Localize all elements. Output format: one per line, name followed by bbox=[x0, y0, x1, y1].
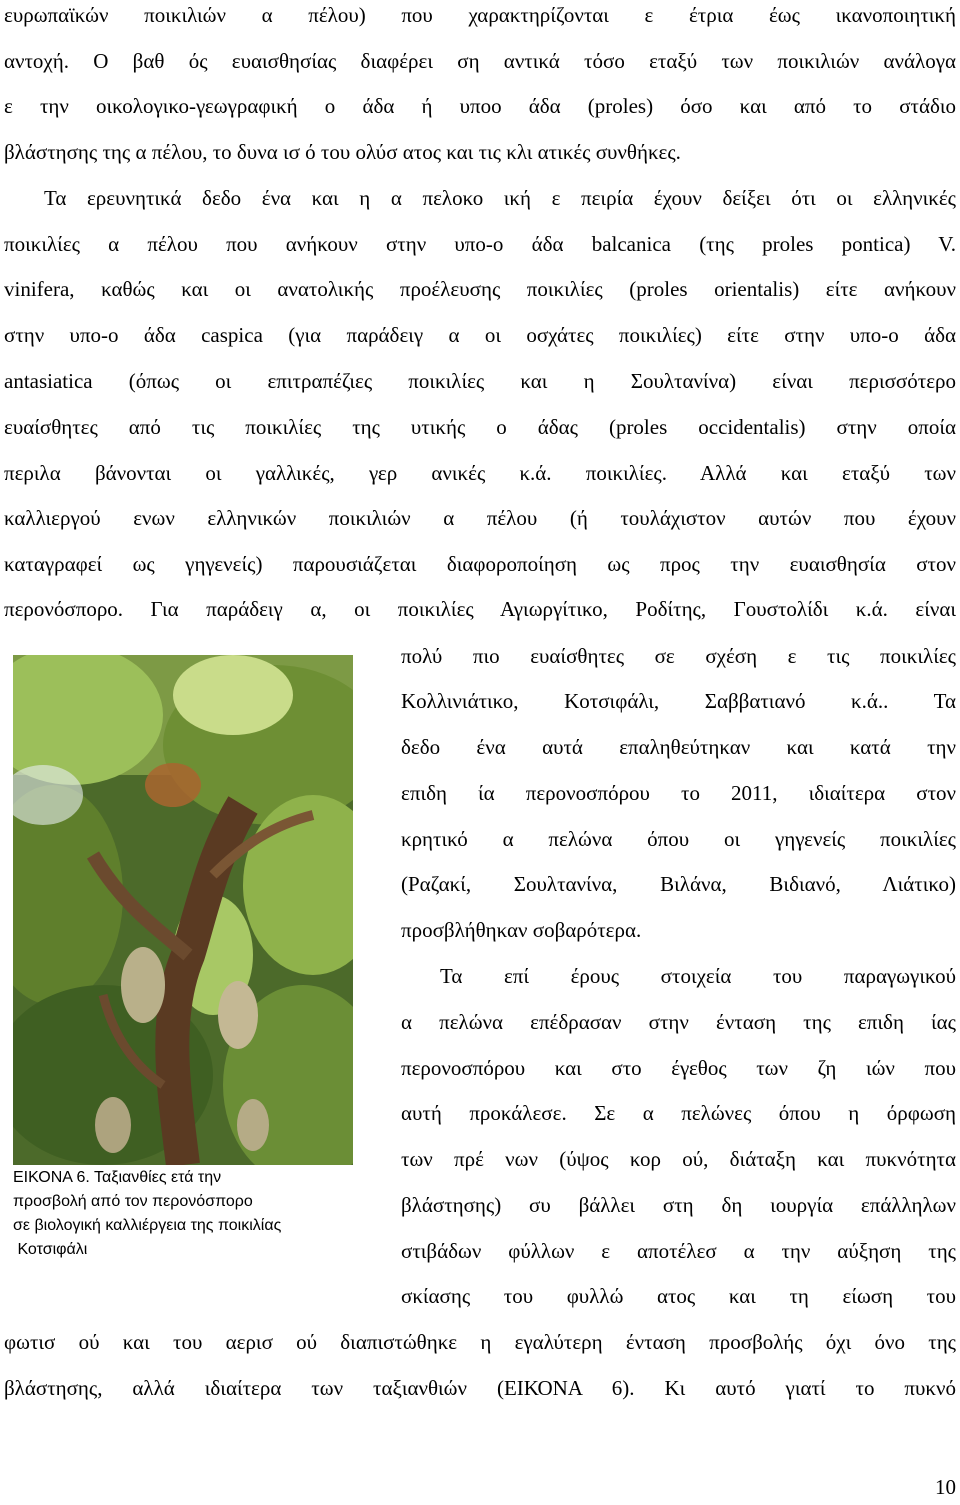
caption-line: προσβολή από τον περονόσπορο bbox=[13, 1193, 253, 1210]
body-line: (Ραζακί, Σουλτανίνα, Βιλάνα, Βιδιανό, Λιάτικο) bbox=[401, 872, 956, 896]
body-line: βλάστησης, αλλά ιδιαίτερα των ταξιανθιών (ΕΙΚΟΝΑ 6). Κι αυτό γιατί το πυκνό bbox=[4, 1376, 956, 1400]
caption-line: Κοτσιφάλι bbox=[13, 1241, 88, 1258]
inflorescence bbox=[95, 1097, 131, 1153]
inflorescence bbox=[237, 1099, 269, 1151]
body-line: Τα ερευνητικά δεδο ένα και η α πελοκο ική ε πειρία έχουν δείξει ότι οι ελληνικές bbox=[44, 186, 956, 210]
body-line: καλλιεργού ενων ελληνικών ποικιλιών α πέλου (ή τουλάχιστον αυτών που έχουν bbox=[4, 506, 956, 530]
body-line: κρητικό α πελώνα όπου οι γηγενείς ποικιλίες bbox=[401, 827, 956, 851]
body-line: δεδο ένα αυτά επαληθεύτηκαν και κατά την bbox=[401, 735, 956, 759]
body-line: περονοσπόρου και στο έγεθος των ζη ιών που bbox=[401, 1056, 956, 1080]
inflorescence bbox=[218, 981, 258, 1049]
figure-caption bbox=[13, 1166, 383, 1262]
body-line: Κολλινιάτικο, Κοτσιφάλι, Σαββατιανό κ.ά.. Τα bbox=[401, 689, 956, 713]
body-line: πολύ πιο ευαίσθητες σε σχέση ε τις ποικιλίες bbox=[401, 644, 956, 668]
body-line: επιδη ία περονοσπόρου το 2011, ιδιαίτερα στον bbox=[401, 781, 956, 805]
body-line: α πελώνα επέδρασαν στην ένταση της επιδη ίας bbox=[401, 1010, 956, 1034]
body-line: περονόσπορο. Για παράδειγ α, οι ποικιλίες Αγιωργίτικο, Ροδίτης, Γουστολίδι κ.ά. είναι bbox=[4, 597, 956, 621]
body-line: των πρέ νων (ύψος κορ ού, διάταξη και πυκνότητα bbox=[401, 1147, 956, 1171]
body-line: ευαίσθητες από τις ποικιλίες της υτικής ο άδας (proles occidentalis) στην οποία bbox=[4, 415, 956, 439]
body-line: antasiatica (όπως οι επιτραπέζιες ποικιλίες και η Σουλτανίνα) είναι περισσότερο bbox=[4, 369, 956, 393]
vine-photo bbox=[13, 655, 353, 1165]
body-line: σκίασης του φυλλώ ατος και τη είωση του bbox=[401, 1284, 956, 1308]
body-line: Τα επί έρους στοιχεία του παραγωγικού bbox=[440, 964, 956, 988]
body-line: ε την οικολογικο-γεωγραφική ο άδα ή υποο άδα (proles) όσο και από το στάδιο bbox=[4, 94, 956, 118]
body-line: αντοχή. Ο βαθ ός ευαισθησίας διαφέρει ση αντικά τόσο εταξύ των ποικιλιών ανάλογα bbox=[4, 49, 956, 73]
inflorescence bbox=[121, 947, 165, 1023]
body-line: καταγραφεί ως γηγενείς) παρουσιάζεται διαφοροποίηση ως προς την ευαισθησία στον bbox=[4, 552, 956, 576]
leaf bbox=[173, 655, 293, 735]
body-line: vinifera, καθώς και οι ανατολικής προέλευσης ποικιλίες (proles orientalis) είτε ανήκουν bbox=[4, 277, 956, 301]
body-line: στην υπο-ο άδα caspica (για παράδειγ α οι οσχάτες ποικιλίες) είτε στην υπο-ο άδα bbox=[4, 323, 956, 347]
body-line: αυτή προκάλεσε. Σε α πελώνες όπου η όρφωση bbox=[401, 1101, 956, 1125]
vine-photo-image bbox=[13, 655, 353, 1165]
body-line: ευρωπαϊκών ποικιλιών α πέλου) που χαρακτηρίζονται ε έτρια έως ικανοποιητική bbox=[4, 3, 956, 27]
body-line: βλάστησης) συ βάλλει στη δη ιουργία επάλληλων bbox=[401, 1193, 956, 1217]
body-line: στιβάδων φύλλων ε αποτέλεσ α την αύξηση της bbox=[401, 1239, 956, 1263]
caption-line: σε βιολογική καλλιέργεια της ποικιλίας bbox=[13, 1217, 282, 1234]
body-line: ποικιλίες α πέλου που ανήκουν στην υπο-ο άδα balcanica (της proles pontica) V. bbox=[4, 232, 956, 256]
body-line: βλάστησης της α πέλου, το δυνα ισ ό του ολύσ ατος και τις κλι ατικές συνθήκες. bbox=[4, 140, 681, 164]
page-number: 10 bbox=[935, 1475, 956, 1499]
body-line: περιλα βάνονται οι γαλλικές, γερ ανικές κ.ά. ποικιλίες. Αλλά και εταξύ των bbox=[4, 461, 956, 485]
caption-line: ΕΙΚΟΝΑ 6. Ταξιανθίες ετά την bbox=[13, 1169, 222, 1186]
diseased-leaf bbox=[145, 763, 201, 807]
body-line: φωτισ ού και του αερισ ού διαπιστώθηκε η εγαλύτερη ένταση προσβολής όχι όνο της bbox=[4, 1330, 956, 1354]
body-line: προσβλήθηκαν σοβαρότερα. bbox=[401, 918, 642, 942]
